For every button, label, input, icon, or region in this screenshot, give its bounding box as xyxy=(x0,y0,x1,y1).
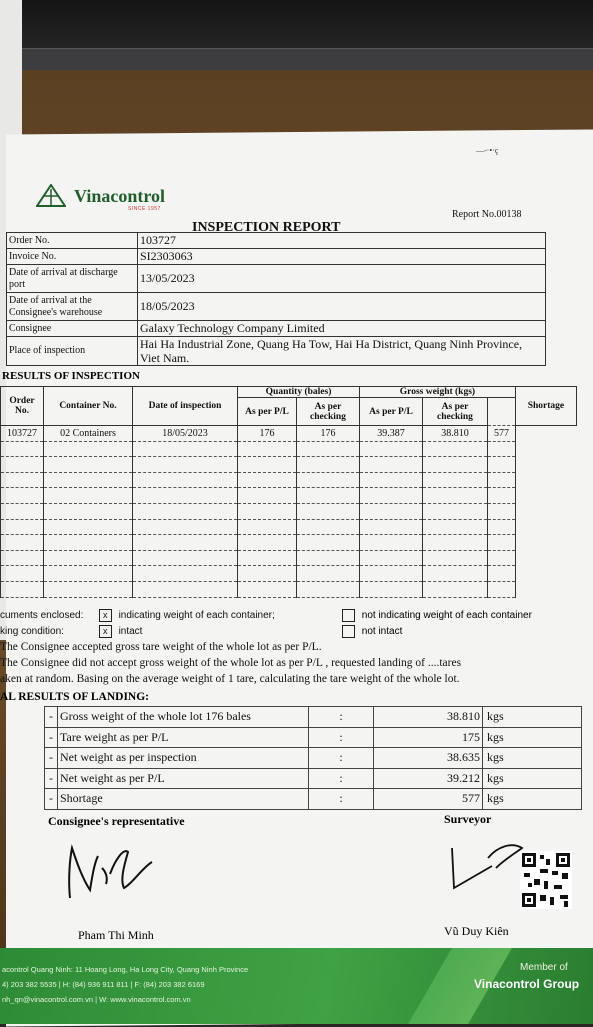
final-dash: - xyxy=(45,789,58,810)
final-unit: kgs xyxy=(483,789,582,810)
final-colon: : xyxy=(309,727,374,748)
col-shortage: Shortage xyxy=(515,387,576,426)
info-value: Galaxy Technology Company Limited xyxy=(138,321,546,337)
empty-row xyxy=(1,550,577,566)
documents-other-text: not indicating weight of each container xyxy=(361,610,532,622)
final-value: 38.810 xyxy=(374,707,483,728)
documents-line xyxy=(0,609,275,622)
page-footer xyxy=(0,948,593,1024)
info-row xyxy=(7,249,546,265)
info-label: Date of arrival at discharge port xyxy=(7,265,138,293)
info-row xyxy=(7,265,546,293)
empty-row xyxy=(1,566,577,582)
info-row xyxy=(7,233,546,249)
logo-text: Vinacontrol xyxy=(74,186,166,206)
final-row xyxy=(45,707,582,728)
info-value: 18/05/2023 xyxy=(138,293,546,321)
cell-gross-pl: 39.387 xyxy=(360,426,423,442)
final-unit: kgs xyxy=(483,707,582,728)
info-row xyxy=(7,337,546,366)
final-row xyxy=(45,748,582,769)
documents-checked-text: indicating weight of each container; xyxy=(118,610,275,622)
final-colon: : xyxy=(309,748,374,769)
cell-gross-check: 38.810 xyxy=(423,426,488,442)
col-gross-pl: As per P/L xyxy=(360,398,423,426)
documents-checkbox[interactable]: x xyxy=(99,609,112,622)
packing-other xyxy=(342,625,402,638)
surveyor-signature xyxy=(448,838,528,894)
cell-qty-check: 176 xyxy=(297,426,360,442)
report-number: Report No.00138 xyxy=(452,209,522,220)
final-value: 38.635 xyxy=(374,748,483,769)
final-label: Tare weight as per P/L xyxy=(58,727,309,748)
empty-row xyxy=(1,472,577,488)
note-line: aken at random. Basing on the average weight of 1 tare, calculating the tare weight of the whole lot. xyxy=(0,673,460,685)
final-unit: kgs xyxy=(483,727,582,748)
info-label: Place of inspection xyxy=(7,337,138,366)
final-dash: - xyxy=(45,727,58,748)
page-title: INSPECTION REPORT xyxy=(192,220,341,235)
final-row xyxy=(45,727,582,748)
documents-label: cuments enclosed: xyxy=(0,610,84,622)
documents-other xyxy=(342,609,532,622)
empty-row xyxy=(1,503,577,519)
keyboard-edge xyxy=(20,48,593,71)
corner-mark: —-·•·ç xyxy=(476,146,499,155)
table-row xyxy=(1,426,577,442)
final-row xyxy=(45,789,582,810)
final-row xyxy=(45,768,582,789)
final-results-heading: AL RESULTS OF LANDING: xyxy=(0,691,150,703)
results-heading: RESULTS OF INSPECTION xyxy=(2,370,140,382)
col-container-no: Container No. xyxy=(44,387,133,426)
results-table xyxy=(0,386,577,598)
info-label: Order No. xyxy=(7,233,138,249)
qr-code-icon xyxy=(520,851,572,909)
vinacontrol-logo-icon xyxy=(36,184,66,208)
packing-other-checkbox[interactable] xyxy=(342,625,355,638)
cell-container-no: 02 Containers xyxy=(44,426,133,442)
packing-other-text: not intact xyxy=(361,626,403,638)
empty-row xyxy=(1,488,577,504)
final-dash: - xyxy=(45,748,58,769)
col-quantity-group: Quantity (bales) xyxy=(238,387,360,398)
cell-date: 18/05/2023 xyxy=(133,426,238,442)
info-row xyxy=(7,321,546,337)
col-gross-group: Gross weight (kgs) xyxy=(360,387,516,398)
cell-shortage: 577 xyxy=(488,426,516,442)
packing-checked-text: intact xyxy=(118,626,143,638)
final-label: Gross weight of the whole lot 176 bales xyxy=(58,707,309,728)
col-qty-pl: As per P/L xyxy=(238,398,297,426)
col-date: Date of inspection xyxy=(133,387,238,426)
info-value: Hai Ha Industrial Zone, Quang Ha Tow, Hai Ha District, Quang Ninh Province, Viet Nam. xyxy=(138,337,546,366)
packing-line xyxy=(0,625,142,638)
info-value: 103727 xyxy=(138,233,546,249)
info-label: Consignee xyxy=(7,321,138,337)
final-dash: - xyxy=(45,707,58,728)
col-order-no: Order No. xyxy=(1,387,44,426)
info-value: 13/05/2023 xyxy=(138,265,546,293)
footer-member-of: Member of xyxy=(520,962,568,973)
final-colon: : xyxy=(309,707,374,728)
info-label: Invoice No. xyxy=(7,249,138,265)
consignee-rep-label: Consignee's representative xyxy=(48,814,185,828)
info-value: SI2303063 xyxy=(138,249,546,265)
note-line: The Consignee accepted gross tare weight of the whole lot as per P/L. xyxy=(0,641,322,653)
info-row xyxy=(7,293,546,321)
footer-group-name: Vinacontrol Group xyxy=(474,977,580,991)
header-row xyxy=(1,387,577,398)
empty-row xyxy=(1,519,577,535)
final-results-table xyxy=(44,706,582,810)
documents-other-checkbox[interactable] xyxy=(342,609,355,622)
final-colon: : xyxy=(309,789,374,810)
final-unit: kgs xyxy=(483,768,582,789)
col-gross-check: As per checking xyxy=(423,398,488,426)
final-value: 175 xyxy=(374,727,483,748)
consignee-rep-name: Pham Thi Minh xyxy=(78,928,154,942)
info-label: Date of arrival at the Consignee's warehouse xyxy=(7,293,138,321)
empty-row xyxy=(1,581,577,597)
footer-contact: nh_qn@vinacontrol.com.vn | W: www.vinacontrol.com.vn xyxy=(2,995,191,1004)
cell-qty-pl: 176 xyxy=(238,426,297,442)
empty-row xyxy=(1,457,577,473)
footer-address: acontrol Quang Ninh: 11 Hoang Long, Ha Long City, Quang Ninh Province xyxy=(2,965,249,974)
surveyor-name: Vũ Duy Kiên xyxy=(444,924,509,938)
packing-label: king condition: xyxy=(0,626,64,638)
final-value: 577 xyxy=(374,789,483,810)
footer-phone: 4) 203 382 5535 | H: (84) 936 911 811 | F: (84) 203 382 6169 xyxy=(2,980,205,989)
final-label: Net weight as per inspection xyxy=(58,748,309,769)
cell-order-no: 103727 xyxy=(1,426,44,442)
final-label: Net weight as per P/L xyxy=(58,768,309,789)
order-info-table xyxy=(6,232,546,366)
final-label: Shortage xyxy=(58,789,309,810)
empty-row xyxy=(1,535,577,551)
empty-row xyxy=(1,441,577,457)
final-unit: kgs xyxy=(483,748,582,769)
note-line: The Consignee did not accept gross weight of the whole lot as per P/L , requested landing of ....tares xyxy=(0,657,462,669)
col-qty-check: As per checking xyxy=(297,398,360,426)
packing-checkbox[interactable]: x xyxy=(99,625,112,638)
final-colon: : xyxy=(309,768,374,789)
consignee-signature xyxy=(62,838,172,908)
logo-since: SINCE 1957 xyxy=(128,206,161,212)
final-dash: - xyxy=(45,768,58,789)
surveyor-label: Surveyor xyxy=(444,812,492,826)
final-value: 39.212 xyxy=(374,768,483,789)
company-logo xyxy=(36,184,206,214)
